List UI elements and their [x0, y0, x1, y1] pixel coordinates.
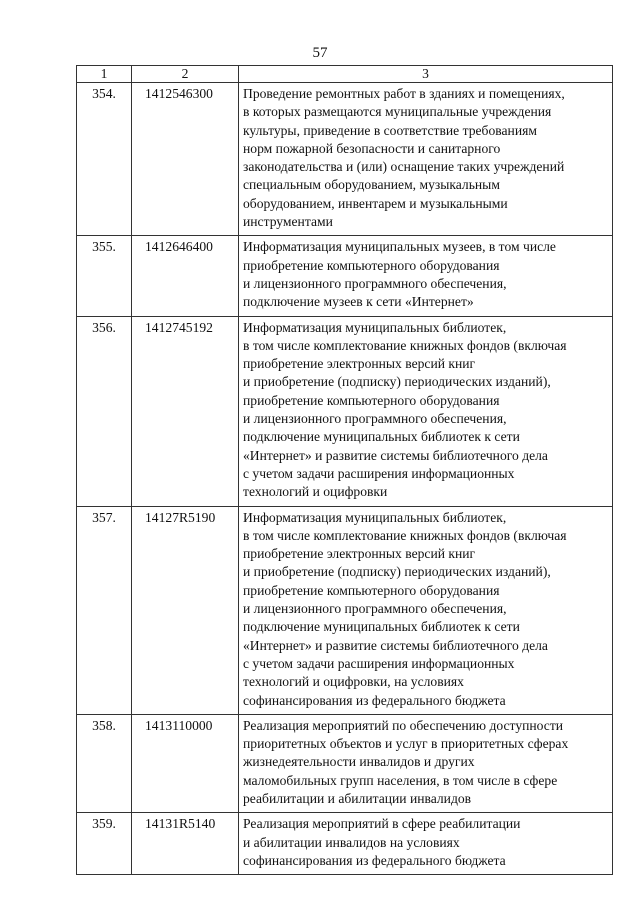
description-line: «Интернет» и развитие системы библиотечного дела [243, 637, 548, 653]
description-line: норм пожарной безопасности и санитарного [243, 140, 501, 156]
description-line: оборудованием, инвентарем и музыкальными [243, 195, 508, 211]
table-header-row [77, 66, 613, 83]
description-line: приобретение компьютерного оборудования [243, 392, 500, 408]
description-line: с учетом задачи расширения информационных [243, 655, 515, 671]
description-line: жизнедеятельности инвалидов и других [243, 754, 475, 770]
row-number: 359. [77, 813, 132, 875]
description-line: технологий и оцифровки [243, 484, 388, 500]
description-line: технологий и оцифровки, на условиях [243, 674, 464, 690]
description-line: законодательства и (или) оснащение таких учреждений [243, 159, 565, 175]
description-line: Информатизация муниципальных музеев, в том числе [243, 239, 556, 255]
column-header-1: 1 [77, 66, 132, 83]
row-number: 354. [77, 83, 132, 236]
row-number: 355. [77, 236, 132, 316]
table-row [77, 236, 613, 316]
description-line: и приобретение (подписку) периодических изданий), [243, 564, 551, 580]
description-line: с учетом задачи расширения информационных [243, 465, 515, 481]
row-number: 356. [77, 316, 132, 506]
budget-code: 1412745192 [132, 316, 239, 506]
table-row [77, 506, 613, 714]
description-line: подключение муниципальных библиотек к сети [243, 429, 520, 445]
budget-code: 14127R5190 [132, 506, 239, 714]
description-line: софинансирования из федерального бюджета [243, 852, 506, 868]
description-line: и лицензионного программного обеспечения, [243, 275, 507, 291]
description-line: специальным оборудованием, музыкальным [243, 177, 500, 193]
page-number: 57 [312, 45, 328, 61]
description-line: приобретение компьютерного оборудования [243, 582, 500, 598]
description-line: и абилитации инвалидов на условиях [243, 834, 460, 850]
row-description [239, 506, 613, 714]
description-line: Реализация мероприятий в сфере реабилитации [243, 816, 521, 832]
description-line: в том числе комплектование книжных фондов (включая [243, 337, 567, 353]
description-line: и лицензионного программного обеспечения, [243, 601, 507, 617]
table-row [77, 714, 613, 812]
description-line: инструментами [243, 214, 333, 230]
description-line: приобретение электронных версий книг [243, 546, 476, 562]
description-line: приобретение компьютерного оборудования [243, 257, 500, 273]
description-line: в том числе комплектование книжных фондов (включая [243, 527, 567, 543]
description-line: и приобретение (подписку) периодических изданий), [243, 374, 551, 390]
description-line: приоритетных объектов и услуг в приоритетных сферах [243, 736, 569, 752]
description-line: Информатизация муниципальных библиотек, [243, 319, 507, 335]
description-line: Информатизация муниципальных библиотек, [243, 509, 507, 525]
description-line: и лицензионного программного обеспечения, [243, 411, 507, 427]
description-line: маломобильных групп населения, в том числе в сфере [243, 772, 558, 788]
description-line: софинансирования из федерального бюджета [243, 692, 506, 708]
row-number: 358. [77, 714, 132, 812]
description-line: Проведение ремонтных работ в зданиях и помещениях, [243, 86, 565, 101]
row-description [239, 236, 613, 316]
description-line: в которых размещаются муниципальные учреждения [243, 104, 552, 120]
row-description [239, 316, 613, 506]
description-line: подключение музеев к сети «Интернет» [243, 294, 474, 310]
description-line: Реализация мероприятий по обеспечению доступности [243, 717, 564, 733]
row-description [239, 83, 613, 236]
budget-code: 1412646400 [132, 236, 239, 316]
table-row [77, 813, 613, 875]
description-line: культуры, приведение в соответствие требованиям [243, 122, 537, 138]
description-line: приобретение электронных версий книг [243, 356, 476, 372]
table-row [77, 316, 613, 506]
description-line: реабилитации и абилитации инвалидов [243, 790, 472, 806]
row-number: 357. [77, 506, 132, 714]
row-description [239, 813, 613, 875]
description-line: «Интернет» и развитие системы библиотечного дела [243, 447, 548, 463]
budget-code: 14131R5140 [132, 813, 239, 875]
column-header-3: 3 [239, 66, 613, 83]
row-description [239, 714, 613, 812]
budget-code: 1413110000 [132, 714, 239, 812]
description-line: подключение муниципальных библиотек к сети [243, 619, 520, 635]
table-row [77, 83, 613, 236]
budget-code: 1412546300 [132, 83, 239, 236]
budget-codes-table [76, 65, 613, 875]
column-header-2: 2 [132, 66, 239, 83]
